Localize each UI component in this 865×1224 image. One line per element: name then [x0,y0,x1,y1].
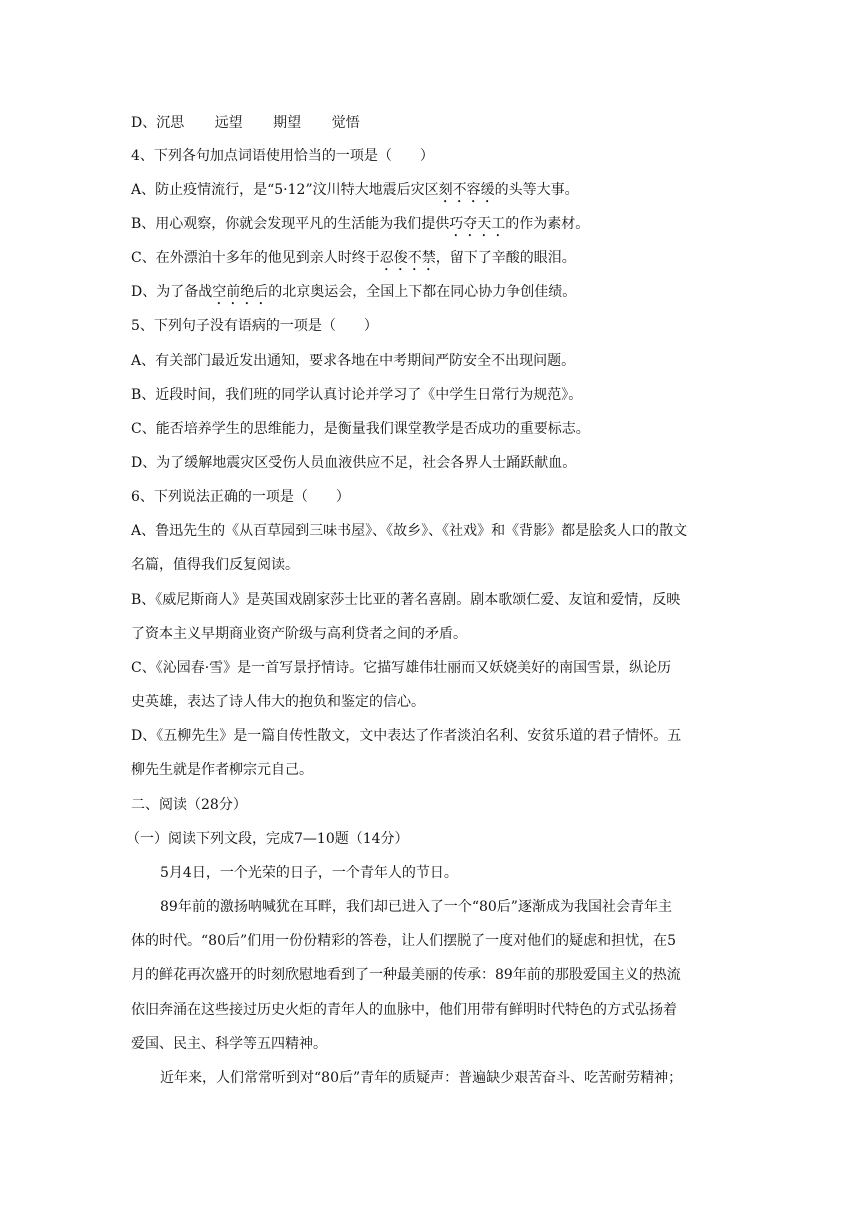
question-4-option-a [131,180,741,206]
passage-paragraph-2-line-1: 89年前的激扬呐喊犹在耳畔，我们却已进入了一个“80后”逐渐成为我国社会青年主 [160,899,672,915]
option-d-word-2: 远望 [214,115,243,131]
option-text: 的作为素材。 [505,216,590,232]
question-6-option-a-line-1: A、鲁迅先生的《从百草园到三味书屋》、《故乡》、《社戏》和《背影》都是脍炙人口的散文 [131,523,688,539]
option-d-line [131,113,741,133]
option-d-word-3: 期望 [273,115,302,131]
dotted-phrase: 巧夺天工 [449,216,506,232]
question-6-option-a-line-2: 名篇，值得我们反复阅读。 [131,557,299,573]
option-d-word-1: D、沉思 [131,115,185,131]
option-text: D、为了备战 [131,284,213,300]
question-5-option-a: A、有关部门最近发出通知，要求各地在中考期间严防安全不出现问题。 [131,353,576,369]
question-4-option-d [131,282,741,308]
dotted-phrase: 刻不容缓 [438,182,495,198]
option-text: 的头等大事。 [494,182,579,198]
option-text: B、用心观察，你就会发现平凡的生活能为我们提供 [131,216,450,232]
question-5-stem: 5、下列句子没有语病的一项是（ ） [131,318,378,334]
question-6-option-c-line-2: 史英雄，表达了诗人伟大的抱负和鉴定的信心。 [131,694,425,710]
passage-paragraph-2-line-2: 体的时代。“80后”们用一份份精彩的答卷，让人们摆脱了一度对他们的疑虑和担忧，在5 [131,933,677,949]
section-2-heading: 二、阅读（28分） [131,797,247,813]
dotted-phrase: 忍俊不禁 [379,250,436,266]
question-5-option-c: C、能否培养学生的思维能力，是衡量我们课堂教学是否成功的重要标志。 [131,421,590,437]
question-5-option-d: D、为了缓解地震灾区受伤人员血液供应不足，社会各界人士踊跃献血。 [131,455,577,471]
subsection-1-heading: （一）阅读下列文段，完成7—10题（14分） [126,831,409,847]
question-6-option-d-line-1: D、《五柳先生》是一篇自传性散文，文中表达了作者淡泊名利、安贫乐道的君子情怀。五 [131,728,682,744]
option-text: 的北京奥运会，全国上下都在同心协力争创佳绩。 [268,284,577,300]
question-4-stem: 4、下列各句加点词语使用恰当的一项是（ ） [131,148,434,164]
option-text: A、防止疫情流行，是“5·12”汶川特大地震后灾区 [131,182,439,198]
question-4-option-b [131,214,741,240]
question-6-option-b-line-2: 了资本主义早期商业资产阶级与高利贷者之间的矛盾。 [131,626,467,642]
dotted-phrase: 空前绝后 [212,284,269,300]
question-6-stem: 6、下列说法正确的一项是（ ） [131,489,350,505]
passage-paragraph-1: 5月4日，一个光荣的日子，一个青年人的节日。 [160,865,458,881]
question-4-option-c [131,248,741,274]
passage-paragraph-2-line-5: 爱国、民主、科学等五四精神。 [131,1036,327,1052]
option-text: C、在外漂泊十多年的他见到亲人时终于 [131,250,380,266]
question-6-option-c-line-1: C、《沁园春·雪》是一首写景抒情诗。它描写雄伟壮丽而又妖娆美好的南国雪景，纵论历 [131,660,672,676]
option-d-word-4: 觉悟 [331,115,360,131]
passage-paragraph-3-line-1: 近年来，人们常常听到对“80后”青年的质疑声：普遍缺少艰苦奋斗、吃苦耐劳精神； [160,1070,683,1086]
question-6-option-b-line-1: B、《威尼斯商人》是英国戏剧家莎士比亚的著名喜剧。剧本歌颂仁爱、友谊和爱情，反映 [131,592,681,608]
passage-paragraph-2-line-4: 依旧奔涌在这些接过历史火炬的青年人的血脉中，他们用带有鲜明时代特色的方式弘扬着 [131,1002,677,1018]
option-text: ，留下了辛酸的眼泪。 [435,250,576,266]
question-6-option-d-line-2: 柳先生就是作者柳宗元自己。 [131,762,313,778]
question-5-option-b: B、近段时间，我们班的同学认真讨论并学习了《中学生日常行为规范》。 [131,387,583,403]
passage-paragraph-2-line-3: 月的鲜花再次盛开的时刻欣慰地看到了一种最美丽的传承：89年前的那股爱国主义的热流 [131,967,681,983]
